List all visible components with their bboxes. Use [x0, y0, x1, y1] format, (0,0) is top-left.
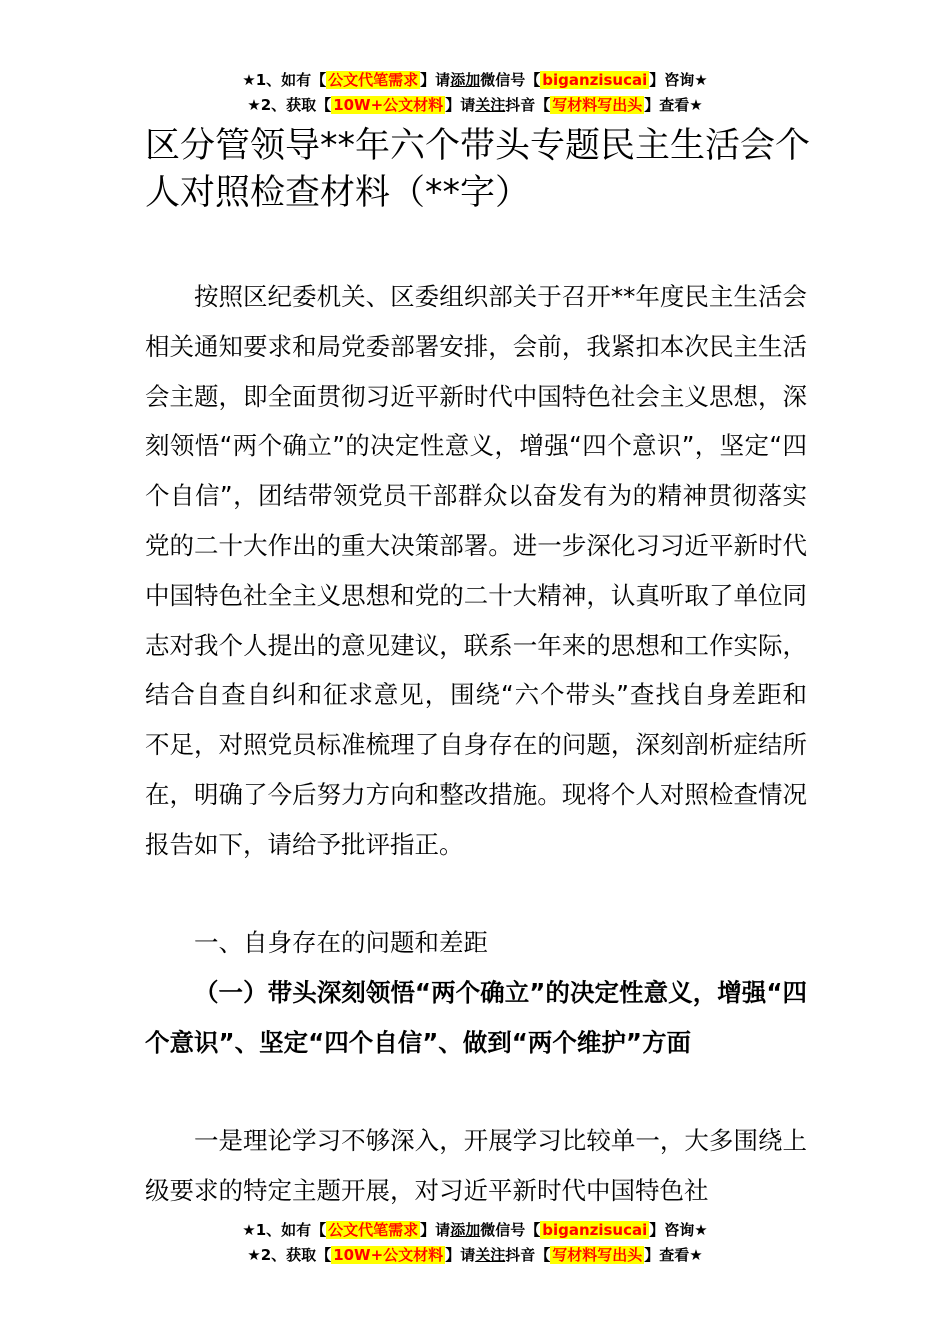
banner-line-2-prefix: ★2、获取【: [247, 96, 332, 114]
paragraph-1: 一是理论学习不够深入，开展学习比较单一，大多围绕上级要求的特定主题开展，对习近平新时代中国特色社: [145, 1126, 807, 1205]
bottom-banner-line-1-mid-1: 】请: [420, 1221, 451, 1239]
subsection-1-heading: （一）带头深刻领悟“两个确立”的决定性意义，增强“四个意识”、坚定“四个自信”、做到“两个维护”方面: [145, 978, 807, 1057]
bottom-banner-line-1: [0, 1218, 950, 1242]
bottom-banner-line-2: [0, 1243, 950, 1267]
banner-line-2-mid-1: 】请: [445, 96, 476, 114]
banner-line-1-suffix: 】咨询★: [649, 71, 708, 89]
intro-paragraph: 按照区纪委机关、区委组织部关于召开**年度民主生活会相关通知要求和局党委部署安排，会前，我紧扣本次民主生活会主题，即全面贯彻习近平新时代中国特色社会主义思想，深刻领悟“两个确立”的决定性意义，增强“四个意识”，坚定“四个自信”，团结带领党员干部群众以奋发有为的精神贯彻落实党的二十大作出的重大决策部署。进一步深化习习近平新时代中国特色社全主义思想和党的二十大精神，认真听取了单位同志对我个人提出的意见建议，联系一年来的思想和工作实际，结合自查自纠和征求意见，围绕“六个带头”查找自身差距和不足，对照党员标准梳理了自身存在的问题，深刻剖析症结所在，明确了今后努力方向和整改措施。现将个人对照检查情况报告如下，请给予批评指正。: [145, 282, 807, 859]
bottom-banner-line-2-highlight-2: 写材料写出头: [552, 1246, 643, 1264]
banner-line-2: [0, 93, 950, 117]
banner-line-1: [0, 68, 950, 92]
bottom-banner-line-2-prefix: ★2、获取【: [247, 1246, 332, 1264]
banner-line-1-mid-2: 微信号【: [480, 71, 541, 89]
banner-line-1-mid-1: 】请: [420, 71, 451, 89]
banner-line-1-underline: 添加: [450, 71, 481, 89]
bottom-banner-line-1-prefix: ★1、如有【: [242, 1221, 327, 1239]
bottom-banner-line-1-mid-2: 微信号【: [480, 1221, 541, 1239]
bottom-banner-line-1-underline: 添加: [450, 1221, 481, 1239]
bottom-banner-line-2-suffix: 】查看★: [644, 1246, 703, 1264]
bottom-banner-line-2-mid-1: 】请: [445, 1246, 476, 1264]
bottom-banner-line-1-highlight-1: 公文代笔需求: [328, 1221, 419, 1239]
banner-line-2-underline: 关注: [475, 96, 506, 114]
banner-line-2-highlight-1: 10W+公文材料: [333, 96, 444, 114]
banner-line-2-highlight-2: 写材料写出头: [552, 96, 643, 114]
bottom-banner-line-2-mid-2: 抖音【: [505, 1246, 551, 1264]
banner-line-1-highlight-2: biganzisucai: [542, 71, 648, 89]
banner-line-2-suffix: 】查看★: [644, 96, 703, 114]
section-1-heading: 一、自身存在的问题和差距: [194, 928, 488, 957]
bottom-banner-line-2-highlight-1: 10W+公文材料: [333, 1246, 444, 1264]
bottom-banner-line-1-highlight-2: biganzisucai: [542, 1221, 648, 1239]
banner-line-1-prefix: ★1、如有【: [242, 71, 327, 89]
bottom-banner-line-1-suffix: 】咨询★: [649, 1221, 708, 1239]
document-title: 区分管领导**年六个带头专题民主生活会个人对照检查材料（**字）: [145, 126, 811, 213]
bottom-banner-line-2-underline: 关注: [475, 1246, 506, 1264]
banner-line-1-highlight-1: 公文代笔需求: [328, 71, 419, 89]
banner-line-2-mid-2: 抖音【: [505, 96, 551, 114]
